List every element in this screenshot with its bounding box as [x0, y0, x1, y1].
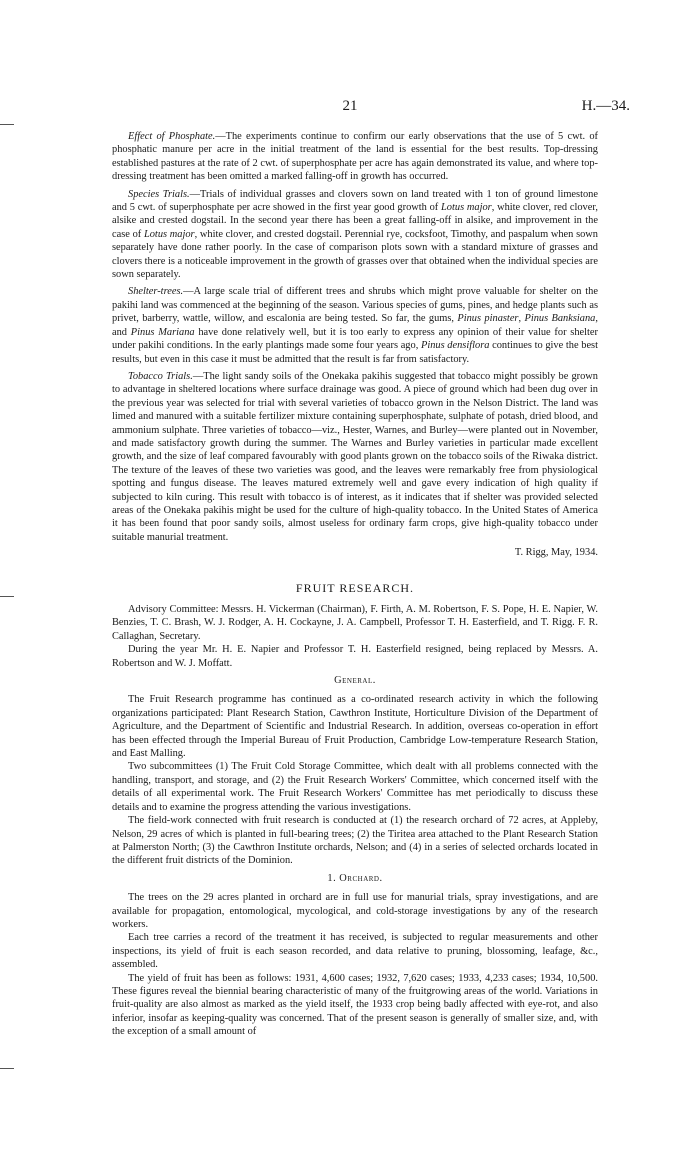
paragraph-title: Effect of Phosphate.: [128, 131, 216, 142]
paragraph-tobacco-trials: Tobacco Trials.—The light sandy soils of the Onekaka pakihis suggested that tobacco might possibly be grown to advantage in sheltered locations where surface drainage was good. A piece of ground which had been dug over in the previous year was selected for trial with several varieties of tobacco grown in the Nelson District. The land was limed and manured with a suitable fertilizer mixture containing superphosphate, sulphate of potash, dried blood, and ammonium sulphate. Three varieties of tobacco—viz., Hester, Warnes, and Burley—were planted out in November, and made satisfactory growth during the summer. The Warnes and Burley varieties in particular made excellent growth, and the size of leaf compared favourably with good plants grown on the tobacco soils of the Riwaka district. The texture of the leaves of these two varieties was good, and the leaves were remarkably free from physiological spotting and fungus disease. The leaves matured extremely well and gave every indication of high quality if subjected to kiln curing. This result with tobacco is of interest, as it indicates that if shelter was provided selected areas of the Onekaka pakihis might be used for the culture of high-quality tobacco. In the United States of America it has been found that poor sandy soils, almost useless for ordinary farm crops, give high-quality tobacco under suitable manurial treatment.: [112, 370, 598, 543]
signature: T. Rigg, May, 1934.: [514, 547, 598, 559]
paragraph-species-trials: Species Trials.—Trials of individual grasses and clovers sown on land treated with 1 ton of ground limestone and 5 cwt. of superphosphate per acre showed in the first year good growth of Lotus major, white clover, red clover, alsike and crested dogstail. In the second year there has been a great falling-off in alsike, and improvement in the case of Lotus major, white clover, and crested dogstail. Perennial rye, cocksfoot, Timothy, and paspalum when sown separately have done rather poorly. In the case of comparison plots sown with a standard mixture of grasses and clovers there is a noticeable improvement in the growth of grasses over that obtained when the individual species are sown separately.: [112, 188, 599, 281]
section-title: FRUIT RESEARCH.: [295, 580, 415, 595]
paragraph-resignations: During the year Mr. H. E. Napier and Professor T. H. Easterfield resigned, being replaced by Messrs. A. Robertson and W. J. Moffatt.: [112, 644, 598, 669]
paragraph-shelter-trees: Shelter-trees.—A large scale trial of different trees and shrubs which might prove valuable for shelter on the pakihi land was commenced at the beginning of the season. Various species of gums, pines, and hedge plants such as privet, barberry, wattle, willow, and escalonia are being tested. So far, the gums, Pinus pinaster, Pinus Banksiana, and Pinus Mariana have done relatively well, but it is too early to express any opinion of their value for shelter under pakihi conditions. In the early plantings made some four years ago, Pinus densiflora continues to give the best results, but even in this case it must be admitted that the result is far from satisfactory.: [112, 286, 598, 365]
margin-mark-bottom: [0, 1068, 14, 1069]
paragraph-title: Tobacco Trials.: [128, 370, 193, 382]
paragraph-field-work: The field-work connected with fruit research is conducted at (1) the research orchard of 72 acres, at Appleby, Nelson, 29 acres of which is planted in full-bearing trees; (2) the Tiritea area attached to the Plant Research Station at Palmerston North; (3) the Cawthron Institute orchards, Nelson; and (4) in a series of selected orchards located in the different fruit districts of the Dominion.: [112, 815, 598, 867]
page-body: [112, 130, 598, 1039]
paragraph-programme: The Fruit Research programme has continued as a co-ordinated research activity in which the following organizations participated: Plant Research Station, Cawthron Institute, Horticulture Division of the Department of Agriculture, and the Department of Scientific and Industrial Research. In addition, overseas co-operation in effort has been effected through the Imperial Bureau of Fruit Production, Cambridge Low-temperature Research Station, and East Malling.: [112, 694, 598, 760]
margin-mark-middle: [0, 596, 14, 597]
paragraph-tree-records: Each tree carries a record of the treatment it has received, is subjected to regular measurements and other inspections, its yield of fruit is each season recorded, and data relative to pruning, blossoming, leafage, &c., assembled.: [112, 932, 598, 971]
paragraph-title: Species Trials.: [128, 188, 190, 200]
paragraph-yield: The yield of fruit has been as follows: 1931, 4,600 cases; 1932, 7,620 cases; 1933, 4,233 cases; 1934, 10,500. These figures reveal the biennial bearing characteristic of many of the fruitgrowing areas of the world. Variations in fruit-quality are also almost as marked as the yield itself, the 1933 crop being badly affected with eye-rot, and also inferior, insofar as keeping-quality was concerned. That of the present season is generally of smaller size, and, with the exception of a small amount of: [112, 972, 598, 1038]
margin-mark-top: [0, 124, 14, 125]
paragraph-subcommittees: Two subcommittees (1) The Fruit Cold Storage Committee, which dealt with all problems connected with the handling, transport, and storage, and (2) the Fruit Research Workers' Committee, which concerned itself with the details of all experimental work. The Fruit Research Workers' Committee has met periodically to discuss these details and to examine the progress attending the various investigations.: [112, 761, 598, 813]
paragraph-trees: The trees on the 29 acres planted in orchard are in full use for manurial trials, spray investigations, and are available for propagation, entomological, mycological, and cold-storage investigations by any of the research workers.: [112, 892, 598, 930]
subheading-general: General.: [334, 675, 376, 687]
paragraph-advisory-committee: Advisory Committee: Messrs. H. Vickerman (Chairman), F. Firth, A. M. Robertson, F. S. Pope, H. E. Napier, W. Benzies, T. C. Brash, W. J. Rodger, A. H. Cockayne, J. A. Campbell, Professor T. H. Easterfield, and T. Rigg. F. R. Callaghan, Secretary.: [112, 604, 598, 642]
paragraph-title: Shelter-trees.: [128, 286, 184, 298]
subheading-orchard: 1. Orchard.: [327, 872, 383, 884]
document-reference: H.—34.: [581, 98, 630, 114]
paragraph-effect-of-phosphate: Effect of Phosphate.—The experiments continue to confirm our early observations that the use of 5 cwt. of phosphatic manure per acre in the initial treatment of the land is essential for the best results. Top-dressing established pastures at the rate of 2 cwt. of superphosphate per acre has again demonstrated its value, and where top-dressing treatment has been omitted a marked falling-off in growth has occurred.: [112, 131, 598, 183]
page-number: 21: [342, 98, 358, 114]
